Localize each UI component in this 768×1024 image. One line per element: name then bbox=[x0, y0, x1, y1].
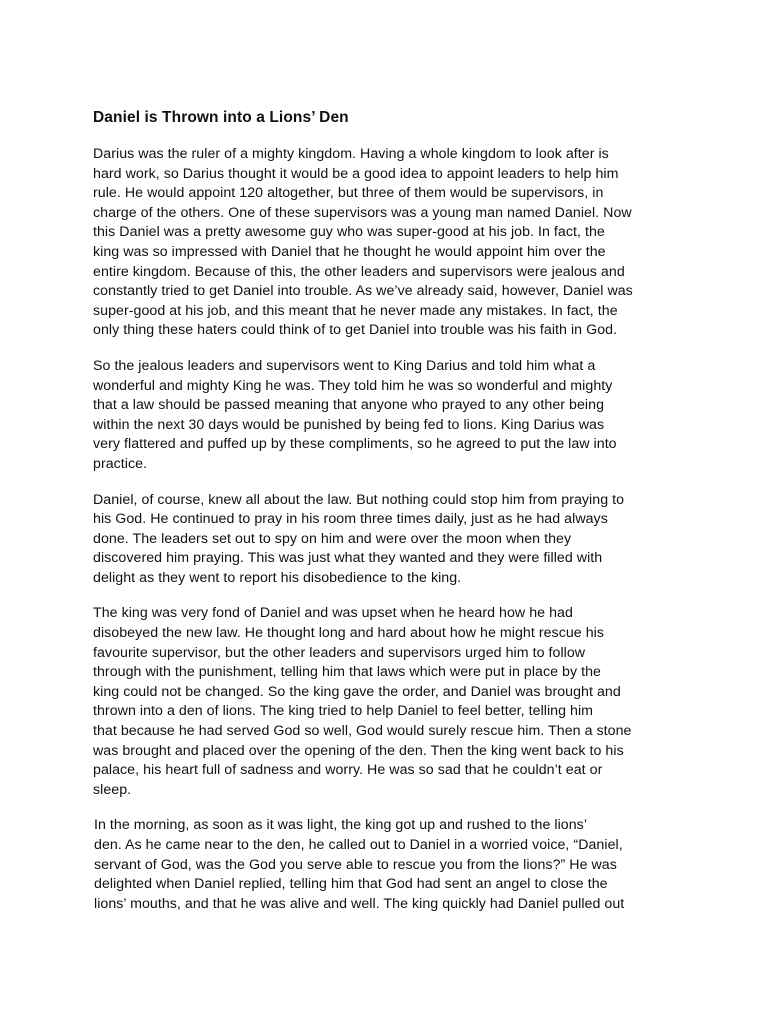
paragraph-line: entire kingdom. Because of this, the other leaders and supervisors were jealous and bbox=[93, 263, 625, 280]
paragraph-line: done. The leaders set out to spy on him and were over the moon when they bbox=[93, 530, 572, 547]
paragraph-line: practice. bbox=[93, 455, 148, 472]
paragraph-line: king could not be changed. So the king gave the order, and Daniel was brought and bbox=[93, 683, 621, 700]
paragraph-line: wonderful and mighty King he was. They told him he was so wonderful and mighty bbox=[93, 377, 613, 394]
paragraph-line: within the next 30 days would be punished by being fed to lions. King Darius was bbox=[93, 416, 605, 433]
paragraph-line: den. As he came near to the den, he called out to Daniel in a worried voice, “Daniel, bbox=[94, 837, 623, 853]
paragraph-line: palace, his heart full of sadness and worry. He was so sad that he couldn’t eat or bbox=[93, 762, 603, 779]
paragraph-line: The king was very fond of Daniel and was upset when he heard how he had bbox=[93, 605, 573, 622]
paragraph-line: that a law should be passed meaning that anyone who prayed to any other being bbox=[93, 397, 605, 414]
paragraph-line: delighted when Daniel replied, telling him that God had sent an angel to close the bbox=[94, 876, 608, 893]
paragraph-line: So the jealous leaders and supervisors went to King Darius and told him what a bbox=[93, 357, 596, 374]
paragraph-line: through with the punishment, telling him that laws which were put in place by the bbox=[93, 664, 601, 681]
paragraph-line: super-good at his job, and this meant that he never made any mistakes. In fact, the bbox=[93, 302, 618, 319]
paragraph-3 bbox=[93, 491, 676, 589]
paragraph-line: constantly tried to get Daniel into trouble. As we’ve already said, however, Daniel was bbox=[93, 283, 633, 300]
paragraph-line: discovered him praying. This was just what they wanted and they were filled with bbox=[93, 550, 603, 567]
paragraph-line: thrown into a den of lions. The king tried to help Daniel to feel better, telling him bbox=[93, 703, 594, 720]
paragraph-line: was brought and placed over the opening of the den. Then the king went back to his bbox=[93, 742, 624, 759]
paragraph-line: king was so impressed with Daniel that he thought he would appoint him over the bbox=[93, 243, 606, 260]
paragraph-line: servant of God, was the God you serve able to rescue you from the lions?” He was bbox=[94, 856, 617, 873]
paragraph-line: hard work, so Darius thought it would be a good idea to appoint leaders to help him bbox=[93, 165, 619, 182]
paragraph-line: delight as they went to report his disobedience to the king. bbox=[93, 569, 462, 586]
paragraph-line: that because he had served God so well, God would surely rescue him. Then a stone bbox=[93, 723, 632, 740]
document-title: Daniel is Thrown into a Lions’ Den bbox=[93, 109, 349, 126]
paragraph-line: In the morning, as soon as it was light, the king got up and rushed to the lions’ bbox=[94, 817, 588, 834]
paragraph-1 bbox=[93, 145, 676, 341]
paragraph-line: Daniel, of course, knew all about the law. But nothing could stop him from praying to bbox=[93, 491, 625, 508]
paragraph-4 bbox=[93, 604, 676, 800]
paragraph-line: this Daniel was a pretty awesome guy who was super-good at his job. In fact, the bbox=[93, 224, 605, 241]
paragraph-line: favourite supervisor, but the other leaders and supervisors urged him to follow bbox=[93, 644, 586, 661]
paragraph-line: rule. He would appoint 120 altogether, but three of them would be supervisors, in bbox=[93, 185, 604, 202]
paragraph-line: charge of the others. One of these supervisors was a young man named Daniel. Now bbox=[93, 204, 632, 221]
paragraph-line: sleep. bbox=[93, 781, 132, 798]
paragraph-line: Darius was the ruler of a mighty kingdom. Having a whole kingdom to look after is bbox=[93, 146, 609, 162]
paragraph-line: only thing these haters could think of to get Daniel into trouble was his faith in God. bbox=[93, 322, 618, 339]
paragraph-line: lions’ mouths, and that he was alive and well. The king quickly had Daniel pulled out bbox=[94, 895, 625, 912]
paragraph-5 bbox=[93, 816, 676, 914]
paragraph-line: very flattered and puffed up by these compliments, so he agreed to put the law into bbox=[93, 436, 617, 453]
paragraph-line: disobeyed the new law. He thought long and hard about how he might rescue his bbox=[93, 625, 604, 642]
paragraph-2 bbox=[93, 357, 676, 475]
paragraph-line: his God. He continued to pray in his room three times daily, just as he had always bbox=[93, 511, 608, 528]
